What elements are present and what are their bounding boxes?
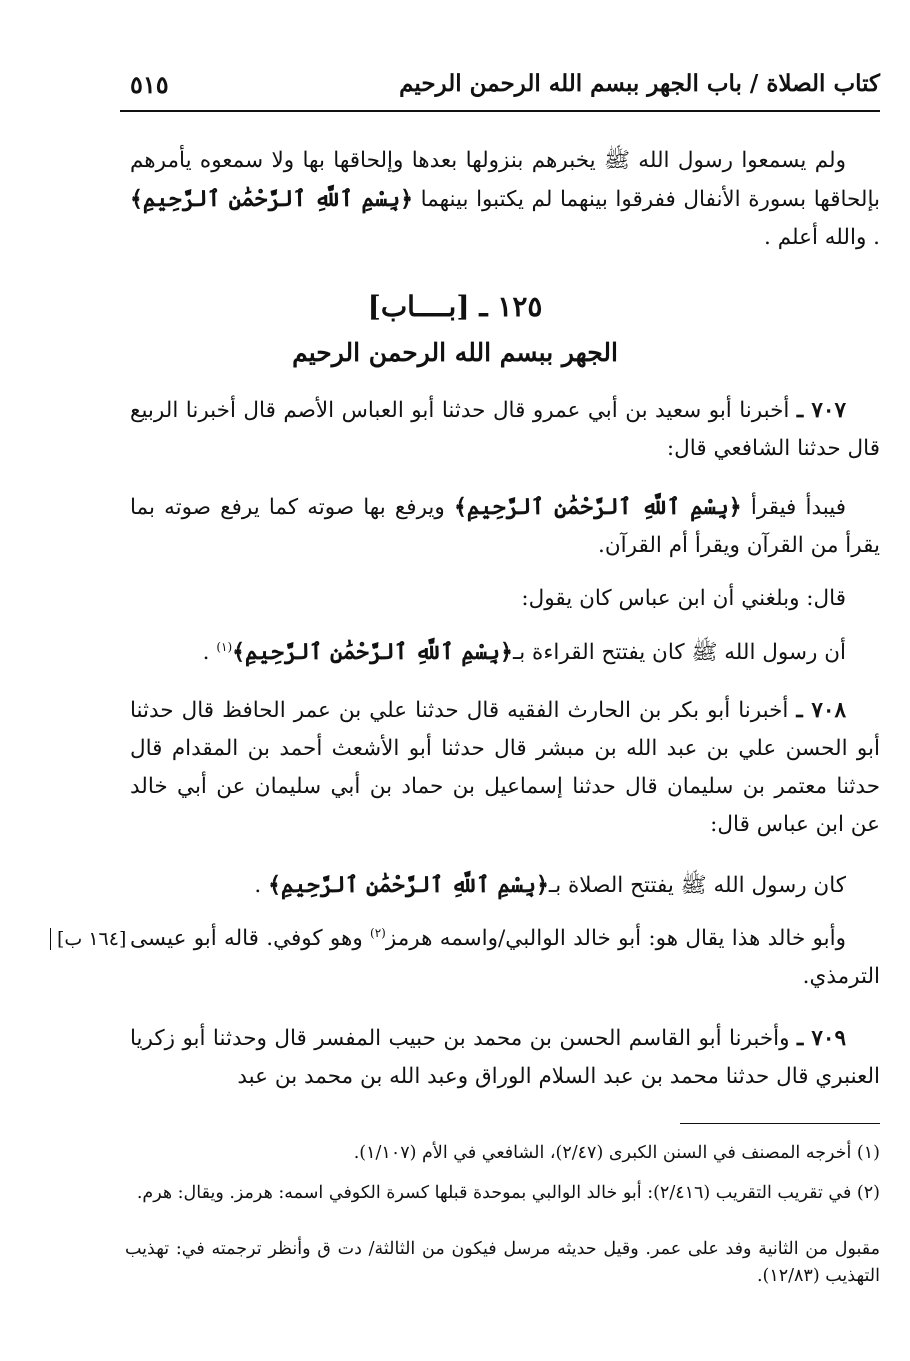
note-text: وهو كوفي. قاله أبو عيسى الترمذي.: [130, 926, 880, 989]
hadith-707-report: [130, 580, 880, 618]
basmala-quote: ﴿بِسْمِ ٱللَّهِ ٱلرَّحْمَٰنِ ٱلرَّحِيمِ﴾: [268, 872, 549, 898]
page-number: ٥١٥: [130, 70, 169, 99]
footnote-1: (١) أخرجه المصنف في السنن الكبرى (٢/٤٧)، الشافعي في الأم (١/١٠٧).: [353, 1143, 880, 1163]
footnote-2: (٢) في تقريب التقريب (٢/٤١٦): أبو خالد الوالبي بموحدة قبلها كسرة الكوفي اسمه: هرمز. ويقال: هرم.: [136, 1183, 880, 1203]
footnote-ref: (١): [216, 639, 233, 654]
intro-closing: . والله أعلم .: [764, 225, 880, 250]
isnad-text: أخبرنا أبو بكر بن الحارث الفقيه قال حدثنا علي بن عمر الحافظ قال حدثنا أبو الحسن علي بن عبد الله بن مبشر قال حدثنا أبو الأشعث أحمد بن المقدام قال حدثنا معتمر بن سليمان قال حدثنا إسماعيل بن حماد بن أبي سليمان عن أبي خالد عن ابن عباس قال:: [130, 698, 880, 837]
hadith-number: ٧٠٧ ـ: [796, 398, 846, 423]
hadith-707-isnad: [130, 392, 880, 468]
hadith-708-isnad: [130, 692, 880, 844]
footnote-2-continuation: مقبول من الثانية وفد على عمر. وقيل حديثه مرسل فيكون من الثالثة/ دت ق وأنظر ترجمته في: تهذيب التهذيب (١٢/٨٣).: [125, 1239, 880, 1286]
basmala-quote: ﴿بِسْمِ ٱللَّهِ ٱلرَّحْمَٰنِ ٱلرَّحِيمِ﴾: [232, 639, 513, 665]
matn-text: .: [254, 873, 269, 898]
chapter-number: ١٢٥ ـ [بــــاب]: [367, 290, 543, 323]
footnote-separator: [680, 1123, 880, 1124]
footnote-ref: (٢): [370, 925, 386, 940]
basmala-quote: ﴿بِسْمِ ٱللَّهِ ٱلرَّحْمَٰنِ ٱلرَّحِيمِ﴾: [130, 186, 414, 212]
matn-text: أن رسول الله ﷺ كان يفتتح القراءة بـ: [512, 640, 846, 665]
isnad-text: أخبرنا أبو سعيد بن أبي عمرو قال حدثنا أبو العباس الأصم قال أخبرنا الربيع قال حدثنا الشافعي قال:: [130, 398, 880, 461]
hadith-708-note: [130, 920, 880, 996]
note-text: وأبو خالد هذا يقال هو: أبو خالد الوالبي/واسمه هرمز: [385, 926, 847, 951]
hadith-number: ٧٠٩ ـ: [796, 1026, 846, 1051]
hadith-707-text: [130, 488, 880, 565]
basmala-quote: ﴿بِسْمِ ٱللَّهِ ٱلرَّحْمَٰنِ ٱلرَّحِيمِ﴾: [453, 494, 742, 520]
matn-text: فيبدأ فيقرأ: [741, 495, 846, 520]
hadith-707-matn: [130, 633, 880, 672]
running-title: كتاب الصلاة / باب الجهر ببسم الله الرحمن الرحيم: [399, 70, 880, 97]
hadith-number: ٧٠٨ ـ: [796, 698, 846, 723]
manuscript-folio-marker: [١٦٤ ب]: [50, 928, 126, 950]
report-text: قال: وبلغني أن ابن عباس كان يقول:: [521, 586, 846, 611]
chapter-title: الجهر ببسم الله الرحمن الرحيم: [292, 338, 618, 367]
intro-paragraph: [130, 142, 880, 257]
hadith-708-matn: [130, 866, 880, 905]
matn-text: كان رسول الله ﷺ يفتتح الصلاة بـ: [548, 873, 846, 898]
hadith-709-isnad: [130, 1020, 880, 1096]
matn-text: .: [202, 640, 217, 665]
intro-text: ولم يسمعوا رسول الله ﷺ يخبرهم بنزولها بعدها وإلحاقها بها ولا سمعوه يأمرهم بإلحاقها بسورة الأنفال ففرقوا بينهما لم يكتبوا بينهما: [130, 148, 880, 212]
running-head: [120, 62, 880, 112]
isnad-text: وأخبرنا أبو القاسم الحسن بن محمد بن حبيب المفسر قال وحدثنا أبو زكريا العنبري قال حدثنا محمد بن عبد السلام الوراق وعبد الله بن محمد بن عبد: [130, 1026, 880, 1089]
matn-text: ويرفع بها صوته كما يرفع صوته بما يقرأ من القرآن ويقرأ أم القرآن.: [130, 495, 880, 558]
